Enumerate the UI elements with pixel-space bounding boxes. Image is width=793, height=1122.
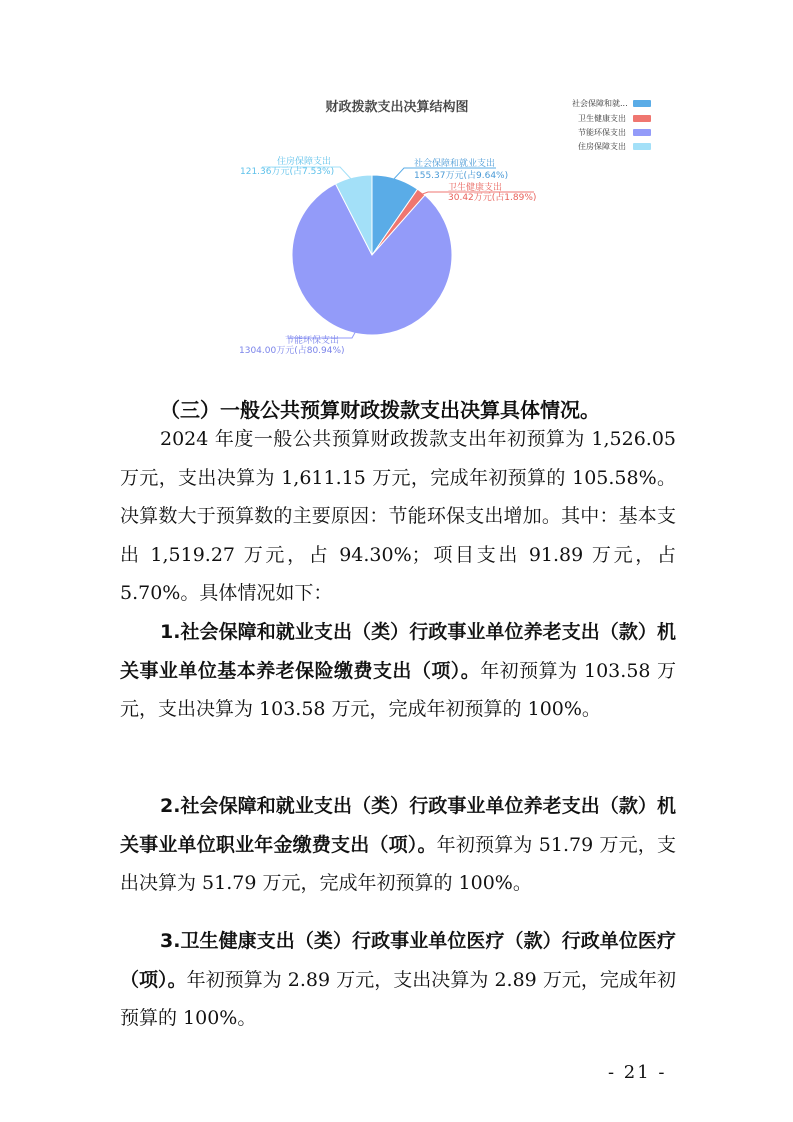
paragraph-3-bold: 3.卫生健康支出（类）行政事业单位医疗（款）行政单位医疗（项）。 [120,930,676,991]
paragraph-2-text: 年初预算为 51.79 万元，支出决算为 51.79 万元，完成年初预算的 100%。 [120,833,676,894]
section-heading: （三）一般公共预算财政拨款支出决算具体情况。 [160,398,600,422]
legend-label-3: 住房保障支出 [578,142,626,151]
pie-slices [292,175,452,335]
slice-name-3: 住房保障支出 [277,157,332,167]
slice-value-3: 121.36万元(占7.53%) [240,167,335,177]
page-number: - 21 - [608,1062,667,1083]
legend-swatch-0 [633,100,651,107]
legend-swatch-1 [633,115,651,122]
pie-chart [0,0,793,380]
paragraph-1 [120,613,676,729]
legend-swatch-3 [633,143,651,150]
slice-name-2: 节能环保支出 [285,336,340,346]
paragraph-2 [120,787,676,903]
slice-value-0: 155.37万元(占9.64%) [414,171,509,181]
slice-value-1: 30.42万元(占1.89%) [448,193,537,203]
paragraph-3-text: 年初预算为 2.89 万元，支出决算为 2.89 万元，完成年初预算的 100%。 [120,968,676,1029]
chart-legend [572,98,651,151]
legend-label-2: 节能环保支出 [578,128,626,137]
legend-swatch-2 [633,129,651,136]
paragraph-0 [120,420,676,613]
chart-title: 财政拨款支出决算结构图 [325,100,469,115]
slice-name-1: 卫生健康支出 [448,183,503,193]
paragraph-1-text: 年初预算为 103.58 万元，支出决算为 103.58 万元，完成年初预算的 100%。 [120,659,676,720]
legend-label-1: 卫生健康支出 [578,114,626,123]
paragraph-3 [120,922,676,1038]
legend-label-0: 社会保障和就... [572,99,628,108]
paragraph-0-text: 2024 年度一般公共预算财政拨款支出年初预算为 1,526.05 万元，支出决算为 1,611.15 万元，完成年初预算的 105.58%。决算数大于预算数的主要原因：节能环保支出增加。其中：基本支出 1,519.27 万元，占 94.30%；项目支出 91.89 万元，占 5.70%。具体情况如下： [120,428,676,604]
slice-value-2: 1304.00万元(占80.94%) [239,346,345,356]
slice-name-0: 社会保障和就业支出 [414,159,496,169]
paragraph-1-bold: 1.社会保障和就业支出（类）行政事业单位养老支出（款）机关事业单位基本养老保险缴费支出（项）。 [120,621,676,682]
paragraph-2-bold: 2.社会保障和就业支出（类）行政事业单位养老支出（款）机关事业单位职业年金缴费支出（项）。 [120,795,676,856]
